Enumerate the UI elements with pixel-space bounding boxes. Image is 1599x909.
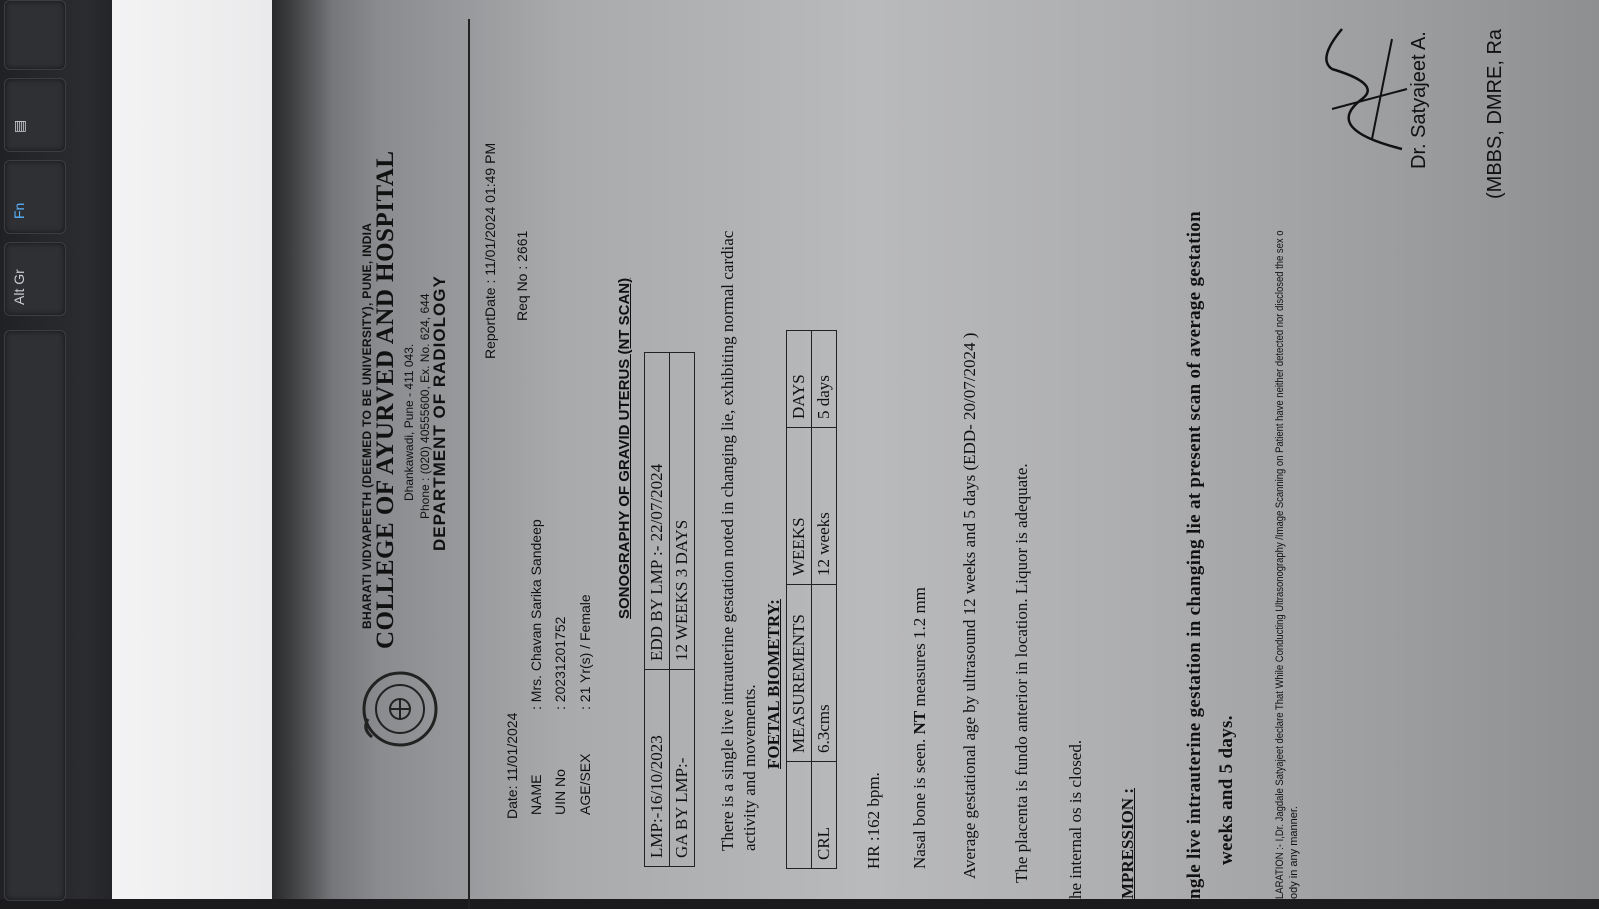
menu-key [4, 78, 66, 152]
lmp-table [644, 352, 695, 867]
uin-label: UIN No [552, 769, 568, 815]
biometry-header-measurements: MEASUREMENTS [787, 585, 812, 762]
impression-line-2: weeks and 5 days. [1216, 715, 1237, 865]
doctor-degree: (MBBS, DMRE, Ra [1484, 28, 1506, 199]
nt-label: NT [910, 710, 929, 735]
nt-measurement: measures 1.2 mm [910, 587, 929, 707]
heart-rate: HR :162 bpm. [864, 772, 883, 869]
university-name: BHARATI VIDYAPEETH (DEEMED TO BE UNIVERSITY), PUNE, INDIA [360, 222, 374, 629]
fn-key [4, 160, 66, 234]
declaration-line-1: LARATION :- I,Dr. Jagdale Satyajeet declare That While Conducting Ultrasonography /Image Scanning on Patient have neither detected nor disclosed the sex o [1274, 230, 1286, 899]
internal-os-text: he internal os is closed. [1066, 739, 1085, 899]
biometry-crl-label: CRL [812, 762, 837, 869]
doctor-signature [1312, 19, 1412, 159]
request-number: Req No : 2661 [514, 230, 530, 321]
nasal-bone-line [910, 587, 930, 869]
college-phone: Phone : (020) 40555600, Ex. No. 624, 644 [418, 293, 432, 519]
doctor-name: Dr. Satyajeet A. [1408, 31, 1430, 169]
lmp-cell: LMP:-16/10/2023 [645, 670, 670, 867]
name-label: NAME [528, 774, 544, 815]
declaration-line-2: ody in any manner. [1288, 806, 1300, 899]
menu-key-label: ▤ [11, 119, 27, 133]
header-divider [468, 19, 470, 909]
ga-by-lmp-value-cell: 12 WEEKS 3 DAYS [670, 353, 695, 670]
report-date-issued: Date: 11/01/2024 [504, 712, 520, 819]
altgr-key-label: Alt Gr [11, 269, 27, 305]
patient-name: : Mrs. Chavan Sarika Sandeep [528, 519, 544, 710]
college-address: Dhankawadi, Pune - 411 043. [402, 343, 416, 501]
biometry-table [786, 330, 837, 869]
biometry-header-weeks: WEEKS [787, 428, 812, 585]
uin-value: : 20231201752 [552, 616, 568, 710]
fn-key-label: Fn [11, 202, 27, 219]
finding-text-continued: activity and movements. [740, 684, 759, 851]
biometry-crl-days: 5 days [812, 331, 837, 428]
finding-text: There is a single live intrauterine gestation noted in changing lie, exhibiting normal cardiac [718, 230, 737, 851]
university-logo [360, 669, 440, 749]
biometry-header-blank [787, 762, 812, 869]
table-row [787, 331, 812, 869]
age-sex-value: : 21 Yr(s) / Female [577, 594, 593, 710]
biometry-title: FOETAL BIOMETRY: [764, 599, 783, 769]
report-date: ReportDate : 11/01/2024 01:49 PM [482, 142, 498, 359]
table-row [645, 353, 670, 867]
age-sex-label: AGE/SEX [577, 753, 593, 815]
table-row [812, 331, 837, 869]
report-sheet [272, 0, 1599, 899]
placenta-text: The placenta is fundo anterior in location. Liquor is adequate. [1012, 463, 1031, 883]
college-name: COLLEGE OF AYURVED AND HOSPITAL [372, 150, 399, 649]
average-gestational-age: Average gestational age by ultrasound 12 weeks and 5 days (EDD- 20/07/2024 ) [960, 332, 979, 879]
impression-line-1: ngle live intrauterine gestation in changing lie at present scan of average gestation [1184, 211, 1205, 899]
table-row [670, 353, 695, 867]
report-title: SONOGRAPHY OF GRAVID UTERUS (NT SCAN) [616, 277, 633, 619]
nasal-bone-text: Nasal bone is seen. [910, 738, 929, 869]
edd-by-lmp-cell: EDD BY LMP :- 22/07/2024 [645, 353, 670, 670]
biometry-header-days: DAYS [787, 331, 812, 428]
ga-by-lmp-label-cell: GA BY LMP:- [670, 670, 695, 867]
impression-title: MPRESSION : [1118, 788, 1137, 899]
altgr-key [4, 242, 66, 316]
biometry-crl-measurement: 6.3cms [812, 585, 837, 762]
department-title: DEPARTMENT OF RADIOLOGY [430, 275, 449, 551]
biometry-crl-weeks: 12 weeks [812, 428, 837, 585]
keyboard-key [4, 0, 66, 70]
spacebar-key [4, 330, 66, 901]
